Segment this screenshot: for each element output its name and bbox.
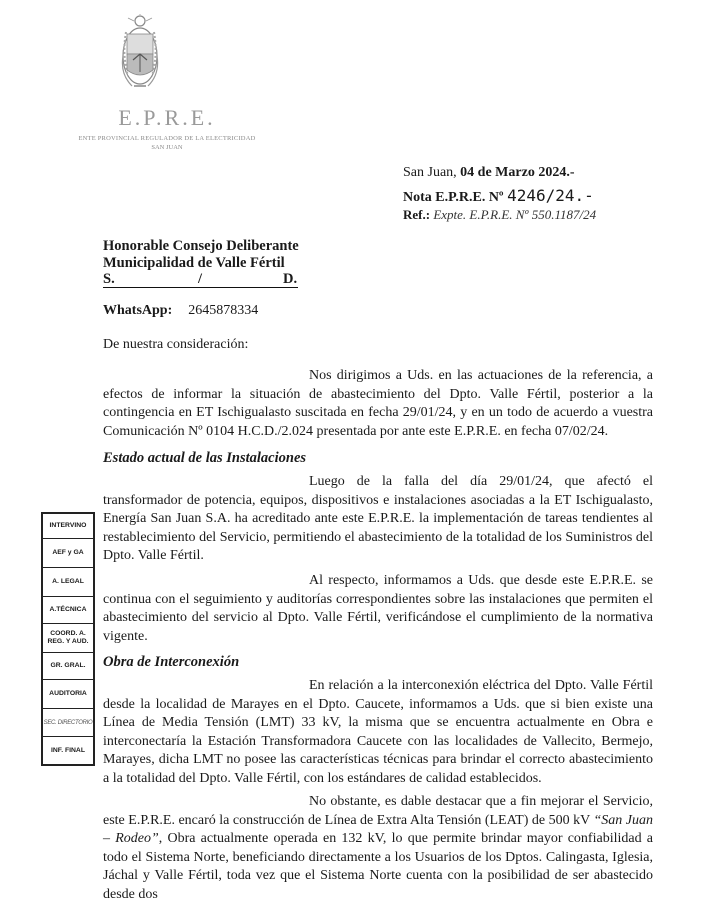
routing-cell: GR. GRAL. xyxy=(43,653,93,680)
paragraph-installations: Luego de la falla del día 29/01/24, que afectó el transformador de potencia, equipos, dispositivos e instalaciones asociadas a la ET Ischigualasto, Energía San Juan S.A. ha acreditado ante este E.P.R.E. la implementación de tareas tendientes al restablecimiento del Servicio, permitiendo el abastecimiento de la totalidad de los Suministros del Dpto. Valle Fértil. xyxy=(103,474,653,563)
routing-cell: INF. FINAL xyxy=(51,746,85,754)
routing-cell: SEC. DIRECTORIO xyxy=(43,709,93,737)
routing-cell: A.TÉCNICA xyxy=(43,597,93,624)
file-reference-value: Expte. E.P.R.E. Nº 550.1187/24 xyxy=(430,207,597,222)
org-name: ENTE PROVINCIAL REGULADOR DE LA ELECTRICIDAD xyxy=(78,135,256,142)
section-heading-installations: Estado actual de las Instalaciones xyxy=(103,450,307,466)
routing-cell: COORD. A. REG. Y AUD. xyxy=(43,624,93,653)
paragraph-interconnection: En relación a la interconexión eléctrica del Dpto. Valle Fértil desde la localidad de Marayes en el Dpto. Caucete, informamos a Uds. que si bien existe una Línea de Media Tensión (LMT) 33 kV, la misma que se encuentra actualmente en Obra e interconectaría la Estación Transformadora Caucete con las localidades de Vallecito, Bermejo, Marayes, dicha LMT no posee las características técnicas para brindar el correcto abastecimiento a la totalidad del Dpto. Valle Fértil, con los estándares de calidad establecidos. xyxy=(103,678,653,786)
routing-cell: AEF y GA xyxy=(43,539,93,568)
intro-paragraph: Nos dirigimos a Uds. en las actuaciones de la referencia, a efectos de informar la situación de abastecimiento del Dpto. Valle Fértil, posterior a la contingencia en ET Ischigualasto suscitada en fecha 29/01/24, y en un todo de acuerdo a vuestra Comunicación Nº 0104 H.C.D./2.024 presentada por ante este E.P.R.E. en fecha 07/02/24. xyxy=(103,368,653,439)
note-number: Nota E.P.R.E. Nº 4246/24.- xyxy=(403,186,594,205)
org-acronym: E.P.R.E. xyxy=(118,105,216,130)
sd-line: S. / D. xyxy=(103,271,298,287)
paragraph-leat: No obstante, es dable destacar que a fin mejorar el Servicio, este E.P.R.E. encaró la construcción de Línea de Extra Alta Tensión (LEAT) de 500 kV “San Juan – Rodeo”, Obra actualmente operada en 132 kV, lo que permite brindar mayor confiabilidad a todo el Sistema Norte, beneficiando directamente a los Usuarios de los Dptos. Calingasta, Iglesia, Jáchal y Valle Fértil, toda vez que el Sistema Norte cuenta con la posibilidad de ser abastecido desde dos xyxy=(103,794,653,902)
whatsapp-contact: WhatsApp: 2645878334 xyxy=(103,303,259,318)
routing-cell: A. LEGAL xyxy=(43,568,93,597)
greeting: De nuestra consideración: xyxy=(103,337,249,352)
file-reference: Ref.: Expte. E.P.R.E. Nº 550.1187/24 xyxy=(403,207,597,222)
paragraph-audit: Al respecto, informamos a Uds. que desde este E.P.R.E. se continua con el seguimiento y auditorías correspondientes sobre las instalaciones que permiten el abastecimiento del servicio al Dpto. Valle Fértil, verificándose el cumplimiento de la normativa vigente. xyxy=(103,573,653,644)
routing-cell: AUDITORIA xyxy=(43,680,93,709)
routing-stamp-box xyxy=(41,512,95,766)
whatsapp-number: 2645878334 xyxy=(188,303,259,318)
letter-date: San Juan, 04 de Marzo 2024.- xyxy=(403,165,575,180)
section-heading-interconnection: Obra de Interconexión xyxy=(103,654,240,670)
addressee-line-1: Honorable Consejo Deliberante xyxy=(103,238,299,254)
note-number-value: 4246/24.- xyxy=(507,186,594,205)
coat-of-arms-icon xyxy=(120,14,160,92)
org-city: SAN JUAN xyxy=(151,144,183,151)
addressee-line-2: Municipalidad de Valle Fértil xyxy=(103,255,285,271)
date-value: 04 de Marzo 2024.- xyxy=(460,165,575,180)
routing-cell: INTERVINO xyxy=(43,514,93,539)
